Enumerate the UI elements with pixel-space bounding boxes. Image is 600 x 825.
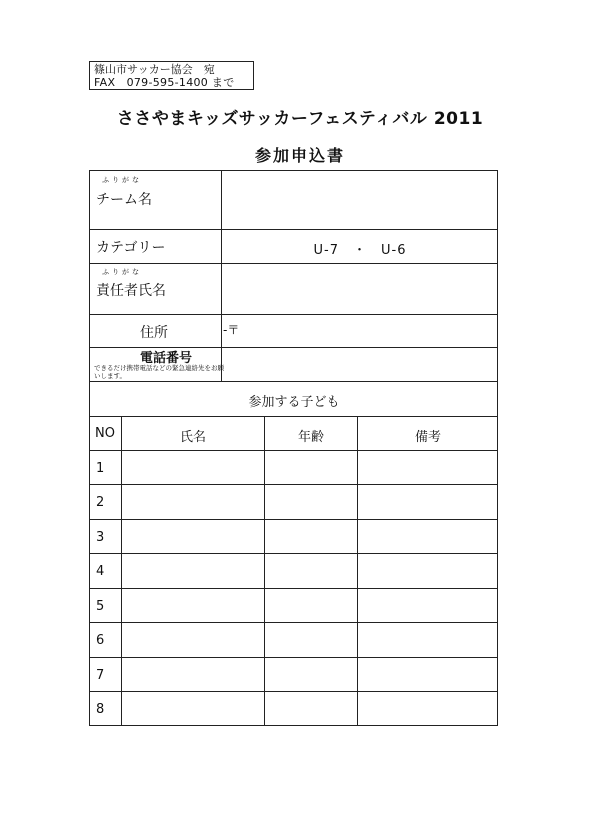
form-title: 参加申込書 <box>254 146 345 165</box>
row-divider <box>90 484 497 485</box>
table-col-divider <box>264 416 265 726</box>
phone-label: 電話番号 <box>140 351 193 366</box>
row-divider <box>90 450 497 451</box>
page-title: ささやまキッズサッカーフェスティバル 2011 <box>116 109 484 129</box>
category-options[interactable]: U-7 ・ U-6 <box>313 243 407 258</box>
fax-recipient: 篠山市サッカー協会 宛 <box>94 63 215 76</box>
representative-furigana: ふりがな <box>102 268 142 276</box>
header-remarks: 備考 <box>414 430 441 445</box>
row-divider <box>90 416 497 417</box>
fax-destination-box <box>89 61 254 90</box>
team-name-label: チーム名 <box>96 192 152 208</box>
table-row-number: 1 <box>96 461 105 476</box>
row-divider <box>90 657 497 658</box>
team-furigana: ふりがな <box>102 176 142 184</box>
table-row-number: 3 <box>96 530 105 545</box>
row-divider <box>90 622 497 623</box>
table-row-number: 6 <box>96 633 105 648</box>
address-field[interactable] <box>240 314 498 347</box>
fax-number: FAX 079-595-1400 まで <box>94 76 235 89</box>
phone-field[interactable] <box>222 347 498 381</box>
row-divider <box>90 553 497 554</box>
table-row-number: 2 <box>96 495 105 510</box>
table-row-number: 5 <box>96 599 105 614</box>
table-row-number: 8 <box>96 702 105 717</box>
children-section-title: 参加する子ども <box>248 395 340 410</box>
header-name: 氏名 <box>179 430 206 445</box>
table-row-number: 4 <box>96 564 105 579</box>
table-col-divider <box>357 416 358 726</box>
team-name-field[interactable] <box>222 171 498 229</box>
table-col-divider <box>121 416 122 726</box>
representative-name-field[interactable] <box>222 263 498 314</box>
postal-mark: -〒 <box>223 323 240 337</box>
application-form <box>89 170 498 726</box>
category-label: カテゴリー <box>96 240 166 256</box>
address-label: 住所 <box>140 325 168 341</box>
row-divider <box>90 691 497 692</box>
representative-label: 責任者氏名 <box>96 283 166 299</box>
header-no: NO <box>95 426 115 441</box>
table-row-number: 7 <box>96 668 105 683</box>
phone-note: できるだけ携帯電話などの緊急連絡先をお願いします。 <box>94 364 224 380</box>
row-divider <box>90 229 497 230</box>
header-age: 年齢 <box>297 430 324 445</box>
row-divider <box>90 588 497 589</box>
row-divider <box>90 519 497 520</box>
row-divider <box>90 381 497 382</box>
